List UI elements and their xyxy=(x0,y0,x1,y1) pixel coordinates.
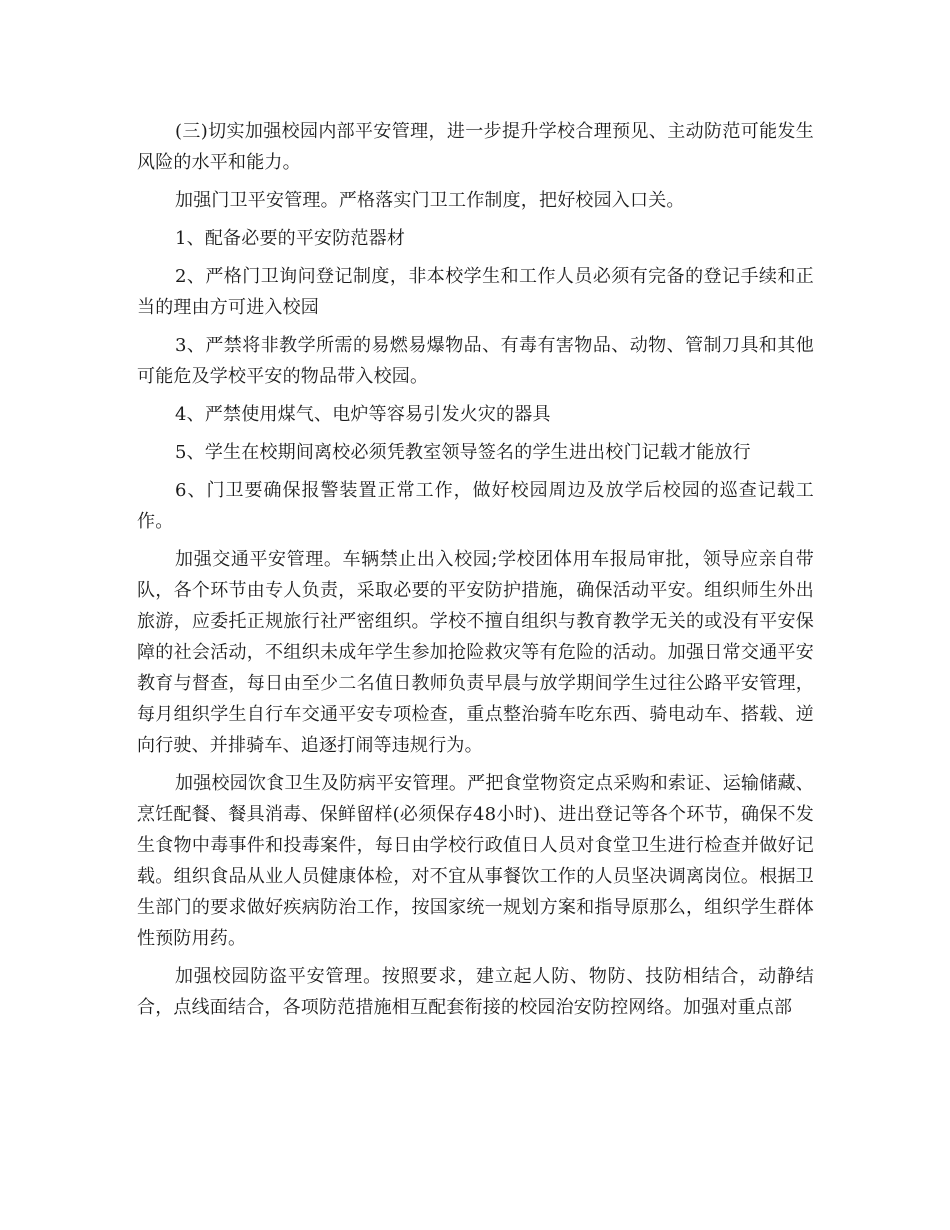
paragraph-gate-security: 加强门卫平安管理。严格落实门卫工作制度，把好校园入口关。 xyxy=(175,190,685,211)
paragraph-food-safety: 加强校园饮食卫生及防病平安管理。严把食堂物资定点采购和索证、运输储藏、烹饪配餐、餐具消毒、保鲜留样(必须保存48小时)、进出登记等各个环节，确保不发生食物中毒事件和投毒案件，每日由学校行政值日人员对食堂卫生进行检查并做好记载。组织食品从业人员健康体检，对不宜从事餐饮工作的人员坚决调离岗位。根据卫生部门的要求做好疾病防治工作，按国家统一规划方案和指导原那么，组织学生群体性预防用药。 xyxy=(137,773,814,949)
paragraph-heading-3: (三)切实加强校园内部平安管理，进一步提升学校合理预见、主动防范可能发生风险的水平和能力。 xyxy=(137,121,814,173)
paragraph-theft-prevention: 加强校园防盗平安管理。按照要求，建立起人防、物防、技防相结合，动静结合，点线面结合，各项防范措施相互配套衔接的校园治安防控网络。加强对重点部 xyxy=(137,966,814,1018)
document-body xyxy=(137,116,814,1030)
list-item-4: 4、严禁使用煤气、电炉等容易引发火灾的器具 xyxy=(175,404,551,425)
list-item-3: 3、严禁将非教学所需的易燃易爆物品、有毒有害物品、动物、管制刀具和其他可能危及学校平安的物品带入校园。 xyxy=(137,335,814,387)
list-item-1: 1、配备必要的平安防范器材 xyxy=(175,228,406,249)
list-item-6: 6、门卫要确保报警装置正常工作，做好校园周边及放学后校园的巡查记载工作。 xyxy=(137,480,814,532)
list-item-5: 5、学生在校期间离校必须凭教室领导签名的学生进出校门记载才能放行 xyxy=(175,442,751,463)
list-item-2: 2、严格门卫询问登记制度，非本校学生和工作人员必须有完备的登记手续和正当的理由方可进入校园 xyxy=(137,266,814,318)
paragraph-traffic-safety: 加强交通平安管理。车辆禁止出入校园;学校团体用车报局审批，领导应亲自带队，各个环节由专人负责，采取必要的平安防护措施，确保活动平安。组织师生外出旅游，应委托正规旅行社严密组织。学校不擅自组织与教育教学无关的或没有平安保障的社会活动，不组织未成年学生参加抢险救灾等有危险的活动。加强日常交通平安教育与督查，每日由至少二名值日教师负责早晨与放学期间学生过往公路平安管理，每月组织学生自行车交通平安专项检查，重点整治骑车吃东西、骑电动车、搭载、逆向行驶、并排骑车、追逐打闹等违规行为。 xyxy=(137,549,814,756)
